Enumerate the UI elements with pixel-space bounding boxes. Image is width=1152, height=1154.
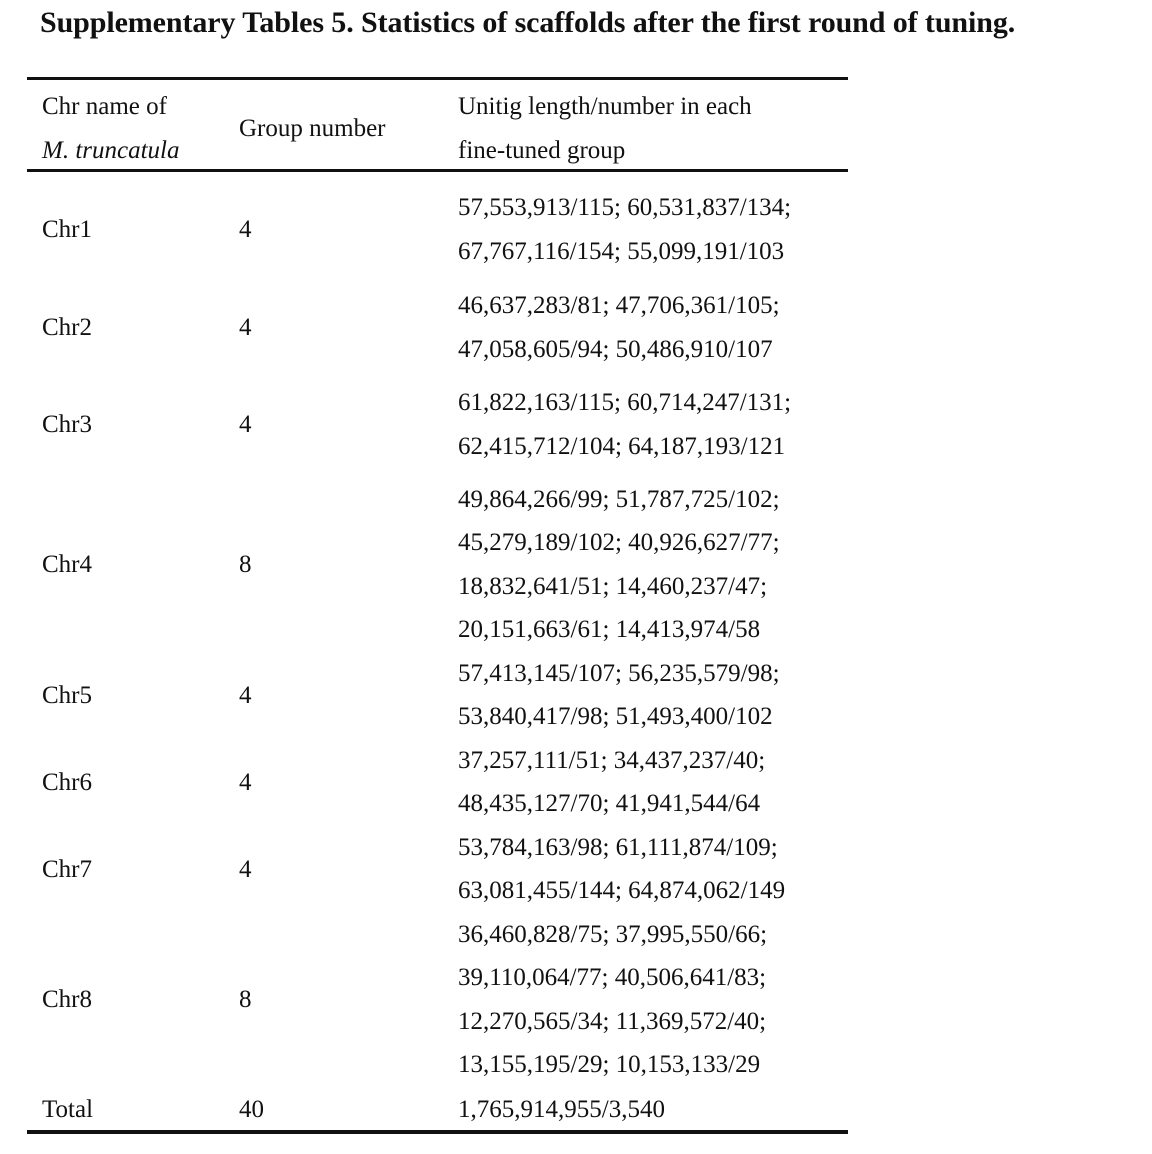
- table-row-unitig-line: 12,270,565/34; 11,369,572/40;: [458, 1008, 767, 1035]
- header-species: M. truncatula: [42, 137, 180, 164]
- table-row-unitig-line: 53,840,417/98; 51,493,400/102: [458, 703, 773, 730]
- table-row-chr: Chr7: [42, 856, 92, 883]
- table-bottom-rule: [27, 1130, 848, 1134]
- table-row-unitig-line: 57,413,145/107; 56,235,579/98;: [458, 660, 780, 687]
- table-row-chr: Chr8: [42, 986, 92, 1013]
- table-row-group: 4: [239, 856, 252, 883]
- table-row-unitig-line: 67,767,116/154; 55,099,191/103: [458, 238, 785, 265]
- table-title: Supplementary Tables 5. Statistics of scaffolds after the first round of tuning.: [40, 6, 1016, 39]
- table-row-unitig-line: 62,415,712/104; 64,187,193/121: [458, 433, 786, 460]
- total-unitig-value: 1,765,914,955/3,540: [458, 1096, 665, 1123]
- table-row-group: 4: [239, 769, 252, 796]
- table-row-chr: Chr1: [42, 216, 92, 243]
- total-group-number: 40: [239, 1096, 264, 1123]
- header-fine-tuned-group: fine-tuned group: [458, 137, 626, 164]
- header-unitig-length: Unitig length/number in each: [458, 93, 752, 120]
- table-row-unitig-line: 46,637,283/81; 47,706,361/105;: [458, 292, 780, 319]
- table-row-unitig-line: 61,822,163/115; 60,714,247/131;: [458, 389, 792, 416]
- table-row-unitig-line: 13,155,195/29; 10,153,133/29: [458, 1051, 761, 1078]
- table-row-unitig-line: 18,832,641/51; 14,460,237/47;: [458, 573, 768, 600]
- table-row-unitig-line: 63,081,455/144; 64,874,062/149: [458, 877, 786, 904]
- table-row-chr: Chr2: [42, 314, 92, 341]
- table-row-unitig-line: 45,279,189/102; 40,926,627/77;: [458, 529, 780, 556]
- table-row-chr: Chr5: [42, 682, 92, 709]
- table-row-group: 4: [239, 682, 252, 709]
- table-row-unitig-line: 39,110,064/77; 40,506,641/83;: [458, 964, 767, 991]
- table-row-chr: Chr4: [42, 551, 92, 578]
- table-row-chr: Chr3: [42, 411, 92, 438]
- table-row-group: 4: [239, 314, 252, 341]
- table-row-group: 4: [239, 216, 252, 243]
- table-row-group: 8: [239, 986, 252, 1013]
- table-row-group: 8: [239, 551, 252, 578]
- table-header-rule: [27, 169, 848, 172]
- table-row-unitig-line: 20,151,663/61; 14,413,974/58: [458, 616, 761, 643]
- table-row-unitig-line: 49,864,266/99; 51,787,725/102;: [458, 486, 780, 513]
- table-row-unitig-line: 57,553,913/115; 60,531,837/134;: [458, 194, 792, 221]
- table-row-chr: Chr6: [42, 769, 92, 796]
- table-top-rule: [27, 77, 848, 80]
- table-row-unitig-line: 36,460,828/75; 37,995,550/66;: [458, 921, 768, 948]
- total-label: Total: [42, 1096, 94, 1123]
- table-row-group: 4: [239, 411, 252, 438]
- table-row-unitig-line: 37,257,111/51; 34,437,237/40;: [458, 747, 766, 774]
- header-chr-name: Chr name of: [42, 93, 167, 120]
- header-group-number: Group number: [239, 115, 386, 142]
- table-row-unitig-line: 47,058,605/94; 50,486,910/107: [458, 336, 773, 363]
- table-row-unitig-line: 48,435,127/70; 41,941,544/64: [458, 790, 761, 817]
- table-row-unitig-line: 53,784,163/98; 61,111,874/109;: [458, 834, 778, 861]
